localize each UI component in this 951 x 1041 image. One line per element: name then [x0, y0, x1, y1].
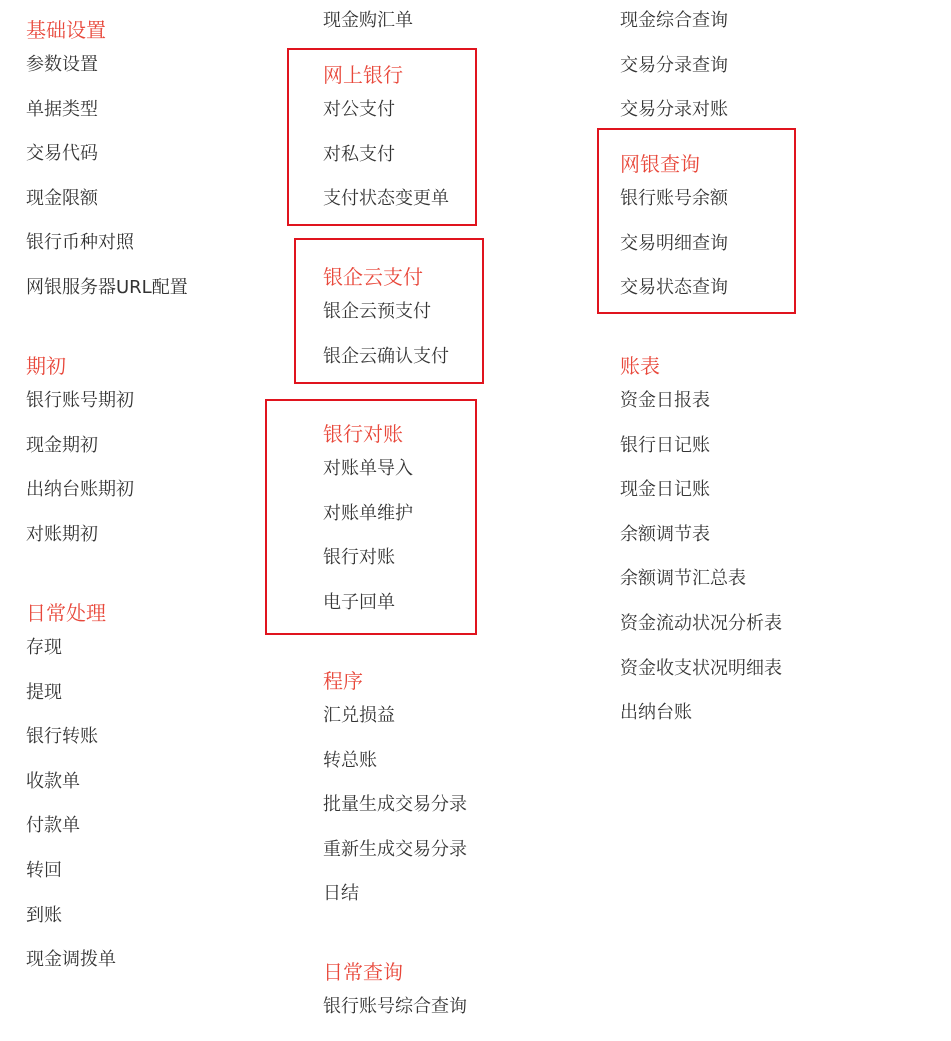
- menu-item-reversal[interactable]: 转回: [26, 859, 62, 881]
- section-bank-reconciliation: [323, 422, 413, 614]
- section-title: 日常处理: [26, 601, 106, 625]
- menu-item-exchange-gain-loss[interactable]: 汇兑损益: [323, 705, 395, 726]
- section-bank-enterprise-cloud: [323, 265, 449, 368]
- section-daily-processing: [26, 601, 116, 971]
- menu-item-payment[interactable]: 付款单: [26, 815, 80, 837]
- menu-item-transfer-to-gl[interactable]: 转总账: [323, 749, 377, 771]
- section-title: 银行对账: [323, 422, 403, 446]
- menu-item-bank-journal[interactable]: 银行日记账: [620, 434, 710, 456]
- menu-item-daily-close[interactable]: 日结: [323, 883, 359, 905]
- menu-item-entry-query[interactable]: 交易分录查询: [620, 54, 728, 76]
- menu-item-balance-reconciliation-summary[interactable]: 余额调节汇总表: [620, 568, 746, 590]
- section-daily-query: [323, 960, 467, 1018]
- section-continued-daily-query: [620, 10, 728, 121]
- menu-item-receipt[interactable]: 收款单: [26, 770, 80, 792]
- menu-item-transaction-detail-query[interactable]: 交易明细查询: [620, 232, 728, 254]
- section-title: 账表: [620, 354, 660, 378]
- section-title: 网上银行: [323, 63, 403, 87]
- menu-item-transaction-codes[interactable]: 交易代码: [26, 143, 98, 165]
- menu-item-bank-transfer[interactable]: 银行转账: [26, 726, 98, 748]
- menu-item-daily-fund-report[interactable]: 资金日报表: [620, 390, 710, 411]
- menu-item-transaction-status-query[interactable]: 交易状态查询: [620, 277, 728, 299]
- menu-item-arrival[interactable]: 到账: [26, 904, 62, 926]
- menu-item-cash-allocation[interactable]: 现金调拨单: [26, 949, 116, 971]
- menu-item-corporate-payment[interactable]: 对公支付: [323, 99, 395, 120]
- menu-item-cloud-prepayment[interactable]: 银企云预支付: [323, 301, 431, 322]
- section-continued-daily-processing: [323, 10, 413, 32]
- menu-item-payment-status-change[interactable]: 支付状态变更单: [323, 188, 449, 210]
- section-online-banking: [323, 63, 449, 210]
- menu-item-regenerate-entries[interactable]: 重新生成交易分录: [323, 838, 467, 860]
- menu-item-electronic-receipt[interactable]: 电子回单: [323, 591, 395, 613]
- menu-item-batch-generate-entries[interactable]: 批量生成交易分录: [323, 794, 467, 816]
- menu-item-deposit-cash[interactable]: 存现: [26, 637, 62, 658]
- menu-item-cash-comprehensive-query[interactable]: 现金综合查询: [620, 10, 728, 31]
- menu-item-bank-account-query[interactable]: 银行账号综合查询: [323, 996, 467, 1017]
- section-title: 网银查询: [620, 152, 700, 176]
- menu-item-cloud-confirm-payment[interactable]: 银企云确认支付: [323, 345, 449, 367]
- menu-item-parameter-settings[interactable]: 参数设置: [26, 54, 98, 75]
- menu-item-private-payment[interactable]: 对私支付: [323, 143, 395, 165]
- menu-item-cash-limits[interactable]: 现金限额: [26, 187, 98, 209]
- menu-item-cashier-ledger-opening[interactable]: 出纳台账期初: [26, 479, 134, 501]
- section-opening: [26, 354, 134, 546]
- section-title: 期初: [26, 354, 66, 378]
- section-programs: [323, 669, 467, 905]
- menu-item-bank-account-opening[interactable]: 银行账号期初: [26, 390, 134, 411]
- menu-item-bank-reconcile[interactable]: 银行对账: [323, 547, 395, 569]
- menu-item-withdraw-cash[interactable]: 提现: [26, 681, 62, 703]
- menu-item-fund-receipt-payment-detail[interactable]: 资金收支状况明细表: [620, 657, 782, 679]
- section-online-banking-query: [620, 152, 728, 299]
- menu-item-entry-reconcile[interactable]: 交易分录对账: [620, 99, 728, 121]
- section-title: 基础设置: [26, 18, 106, 42]
- menu-item-cashier-ledger[interactable]: 出纳台账: [620, 702, 692, 724]
- menu-item-online-banking-server-url[interactable]: 网银服务器URL配置: [26, 276, 188, 298]
- menu-item-balance-reconciliation[interactable]: 余额调节表: [620, 523, 710, 545]
- menu-item-cash-opening[interactable]: 现金期初: [26, 434, 98, 456]
- menu-item-statement-maintenance[interactable]: 对账单维护: [323, 502, 413, 524]
- menu-item-reconciliation-opening[interactable]: 对账期初: [26, 523, 98, 545]
- section-title: 银企云支付: [323, 265, 423, 289]
- menu-item-fund-flow-analysis[interactable]: 资金流动状况分析表: [620, 612, 782, 634]
- menu-item-cash-fx-purchase[interactable]: 现金购汇单: [323, 10, 413, 31]
- menu-item-bank-currency-mapping[interactable]: 银行币种对照: [26, 232, 134, 254]
- section-reports: [620, 354, 782, 724]
- menu-item-cash-journal[interactable]: 现金日记账: [620, 479, 710, 501]
- section-title: 程序: [323, 669, 363, 693]
- section-title: 日常查询: [323, 960, 403, 984]
- menu-item-document-types[interactable]: 单据类型: [26, 98, 98, 120]
- menu-item-account-balance[interactable]: 银行账号余额: [620, 188, 728, 209]
- section-basic-settings: [26, 18, 188, 299]
- menu-item-statement-import[interactable]: 对账单导入: [323, 458, 413, 479]
